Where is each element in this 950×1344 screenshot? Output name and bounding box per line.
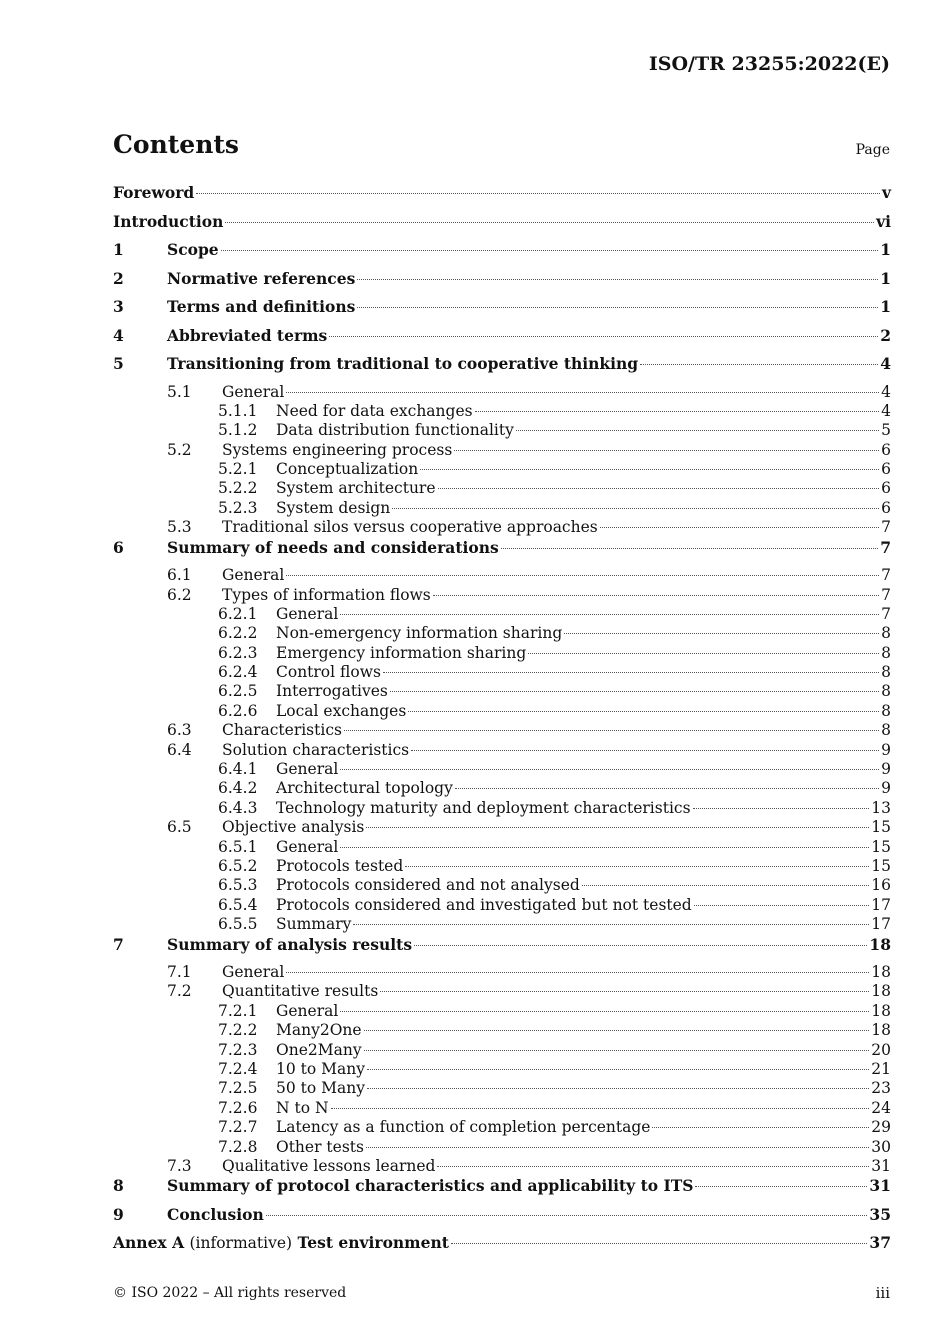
- toc-entry-title: Conceptualization: [276, 460, 419, 479]
- toc-entry-page: 6: [881, 479, 891, 498]
- toc-entry-number: 7.2.2: [218, 1021, 258, 1040]
- dot-leader: [693, 808, 870, 809]
- toc-entry-number: 7.2.4: [218, 1060, 258, 1078]
- toc-entry-title: Data distribution functionality: [276, 421, 514, 440]
- annex-heading: [113, 1233, 449, 1252]
- toc-entry-title: Summary of needs and considerations: [167, 537, 499, 557]
- toc-entry-title: General: [276, 760, 339, 779]
- toc-entry[interactable]: [113, 240, 891, 269]
- toc-entry-title: Traditional silos versus cooperative approaches: [222, 518, 598, 537]
- toc-entry-number: 5.2.2: [218, 479, 258, 498]
- dot-leader: [340, 847, 869, 848]
- dot-leader: [528, 653, 879, 654]
- toc-entry-number: 7.2.8: [218, 1137, 258, 1156]
- toc-entry[interactable]: [113, 1002, 891, 1021]
- toc-entry[interactable]: [113, 915, 891, 934]
- toc-entry-number: 5.2.1: [218, 460, 258, 479]
- toc-entry-page: 8: [881, 682, 891, 701]
- toc-entry-page: 35: [869, 1204, 891, 1224]
- toc-entry-page: 17: [871, 915, 891, 934]
- dot-leader: [221, 250, 879, 251]
- dot-leader: [420, 469, 879, 470]
- toc-entry-number: 6.2.2: [218, 624, 258, 643]
- toc-entry-title: Systems engineering process: [222, 440, 453, 459]
- toc-entry[interactable]: [113, 183, 891, 212]
- toc-entry-annex[interactable]: [113, 1233, 891, 1262]
- toc-entry[interactable]: [113, 1060, 891, 1079]
- toc-entry-title: Transitioning from traditional to cooperative thinking: [167, 354, 639, 373]
- toc-entry-page: 31: [869, 1176, 891, 1196]
- toc-entry[interactable]: [113, 1079, 891, 1098]
- toc-entry-number: 6.2.1: [218, 604, 258, 623]
- toc-entry-page: 6: [881, 440, 891, 459]
- dot-leader: [364, 1030, 870, 1031]
- toc-entry[interactable]: [113, 682, 891, 701]
- toc-entry[interactable]: [113, 297, 891, 326]
- toc-entry[interactable]: [113, 702, 891, 721]
- toc-entry[interactable]: [113, 460, 891, 479]
- toc-entry-page: 23: [871, 1079, 891, 1098]
- toc-entry[interactable]: [113, 1176, 891, 1205]
- toc-entry-page: 21: [871, 1060, 891, 1078]
- toc-entry-title: Scope: [167, 240, 219, 259]
- toc-entry[interactable]: [113, 663, 891, 682]
- toc-entry-number: 3: [113, 297, 124, 316]
- toc-entry-page: 2: [880, 325, 891, 345]
- dot-leader: [357, 279, 878, 280]
- annex-note: (informative): [189, 1234, 293, 1253]
- dot-leader: [357, 307, 878, 308]
- toc-entry-number: 7.2.5: [218, 1079, 258, 1098]
- toc-entry-title: Architectural topology: [276, 779, 453, 798]
- dot-leader: [451, 1243, 868, 1244]
- toc-entry-title: Other tests: [276, 1137, 364, 1156]
- dot-leader: [405, 866, 869, 867]
- toc-entry[interactable]: [113, 721, 891, 740]
- contents-heading: Contents: [113, 130, 240, 159]
- toc-entry-page: 9: [881, 740, 891, 759]
- toc-entry-number: 5.3: [167, 518, 192, 537]
- toc-entry-title: Summary: [276, 915, 352, 934]
- toc-entry-number: 6.5: [167, 818, 192, 837]
- toc-entry-number: 7.3: [167, 1156, 192, 1175]
- dot-leader: [516, 430, 879, 431]
- toc-entry-title: Quantitative results: [222, 982, 379, 1001]
- toc-entry-page: 29: [871, 1118, 891, 1137]
- toc-entry[interactable]: [113, 383, 891, 402]
- toc-entry-title: N to N: [276, 1098, 329, 1117]
- toc-entry-page: 8: [881, 701, 891, 720]
- toc-entry[interactable]: [113, 1118, 891, 1137]
- toc-entry-page: 31: [871, 1156, 891, 1175]
- dot-leader: [196, 193, 880, 194]
- toc-entry-number: 7.2.1: [218, 1001, 258, 1020]
- annex-title: Test environment: [297, 1233, 449, 1253]
- dot-leader: [501, 548, 878, 549]
- toc-entry-number: 5.2: [167, 440, 192, 459]
- toc-entry-page: 15: [871, 837, 891, 856]
- toc-entry-number: 5.2.3: [218, 498, 258, 517]
- toc-entry-page: 9: [881, 760, 891, 779]
- toc-entry-title: General: [222, 963, 285, 982]
- toc-entry-number: 4: [113, 325, 124, 345]
- toc-entry-page: 4: [881, 401, 891, 420]
- dot-leader: [286, 575, 879, 576]
- toc-entry-number: 6.5.4: [218, 895, 258, 914]
- dot-leader: [411, 750, 879, 751]
- toc-entry[interactable]: [113, 624, 891, 643]
- toc-entry-title: Normative references: [167, 268, 356, 288]
- toc-entry-number: 6.5.3: [218, 876, 258, 895]
- toc-entry-title: Protocols considered and investigated but not tested: [276, 895, 692, 914]
- toc-entry-title: Latency as a function of completion percentage: [276, 1118, 651, 1137]
- toc-entry-title: Qualitative lessons learned: [222, 1156, 436, 1175]
- toc-entry-title: Terms and definitions: [167, 297, 356, 316]
- toc-entry-page: 1: [880, 240, 891, 259]
- toc-entry[interactable]: [113, 857, 891, 876]
- dot-leader: [414, 945, 867, 946]
- toc-entry-page: 13: [871, 798, 891, 817]
- toc-entry-page: 20: [871, 1040, 891, 1059]
- dot-leader: [695, 1186, 867, 1187]
- toc-entry[interactable]: [113, 326, 891, 355]
- toc-entry-number: 9: [113, 1204, 124, 1224]
- toc-entry-title: Objective analysis: [222, 818, 365, 837]
- toc-entry-page: 7: [881, 604, 891, 623]
- toc-entry-number: 5.1.2: [218, 421, 258, 440]
- dot-leader: [367, 1088, 869, 1089]
- dot-leader: [286, 392, 879, 393]
- toc-entry-page: 7: [881, 518, 891, 537]
- dot-leader: [286, 972, 869, 973]
- toc-entry-page: 18: [869, 934, 891, 954]
- toc-entry-page: 17: [871, 895, 891, 914]
- toc-entry-page: 6: [881, 498, 891, 517]
- dot-leader: [225, 222, 874, 223]
- toc-entry-page: 18: [871, 982, 891, 1001]
- dot-leader: [392, 508, 879, 509]
- toc-entry[interactable]: [113, 402, 891, 421]
- toc-entry-number: 6.2.6: [218, 701, 258, 720]
- toc-entry-title: Need for data exchanges: [276, 401, 473, 420]
- toc-entry-page: 4: [881, 382, 891, 401]
- toc-entry[interactable]: [113, 963, 891, 982]
- toc-entry-number: 6.4.1: [218, 760, 258, 779]
- toc-entry[interactable]: [113, 518, 891, 537]
- toc-entry-page: 8: [881, 663, 891, 682]
- annex-label: Annex A: [113, 1233, 185, 1253]
- toc-entry[interactable]: [113, 605, 891, 624]
- toc-entry-number: 6.3: [167, 721, 192, 740]
- toc-entry[interactable]: [113, 421, 891, 440]
- toc-entry-number: 7.2: [167, 982, 192, 1001]
- toc-entry-page: v: [881, 183, 891, 202]
- toc-entry-number: 7.2.7: [218, 1118, 258, 1137]
- dot-leader: [364, 1050, 870, 1051]
- toc-entry-page: 7: [880, 537, 891, 557]
- toc-entry-number: 1: [113, 240, 124, 259]
- toc-entry[interactable]: [113, 441, 891, 460]
- toc-entry-page: 8: [881, 643, 891, 662]
- toc-entry-title: Characteristics: [222, 721, 342, 740]
- toc-entry-page: 15: [871, 818, 891, 837]
- toc-entry[interactable]: [113, 566, 891, 585]
- toc-entry-title: Technology maturity and deployment characteristics: [276, 798, 691, 817]
- toc-entry-page: 8: [881, 721, 891, 740]
- toc-entry-number: 7.2.6: [218, 1098, 258, 1117]
- dot-leader: [380, 991, 869, 992]
- toc-entry-title: Solution characteristics: [222, 740, 410, 759]
- toc-entry-page: 18: [871, 1001, 891, 1020]
- toc-entry-number: 6: [113, 537, 124, 557]
- toc-entry-title: Conclusion: [167, 1204, 264, 1224]
- toc-entry-page: 30: [871, 1137, 891, 1156]
- toc-entry-title: Foreword: [113, 183, 195, 202]
- toc-entry-title: Protocols tested: [276, 856, 404, 875]
- dot-leader: [366, 827, 869, 828]
- toc-entry-title: Protocols considered and not analysed: [276, 876, 580, 895]
- dot-leader: [367, 1069, 869, 1070]
- toc-entry[interactable]: [113, 644, 891, 663]
- toc-entry[interactable]: [113, 538, 891, 567]
- toc-entry[interactable]: [113, 838, 891, 857]
- toc-entry-number: 6.2.3: [218, 643, 258, 662]
- toc-entry[interactable]: [113, 1041, 891, 1060]
- toc-entry-page: 24: [871, 1098, 891, 1117]
- toc-entry-page: 1: [880, 268, 891, 288]
- dot-leader: [353, 924, 869, 925]
- toc-entry[interactable]: [113, 269, 891, 298]
- copyright-notice: © ISO 2022 – All rights reserved: [113, 1285, 347, 1301]
- toc-entry-number: 5: [113, 354, 124, 373]
- toc-entry[interactable]: [113, 354, 891, 383]
- toc-entry-number: 6.4.3: [218, 798, 258, 817]
- toc-entry-page: 18: [871, 1021, 891, 1040]
- document-id: ISO/TR 23255:2022(E): [648, 53, 890, 75]
- toc-entry[interactable]: [113, 1021, 891, 1040]
- toc-entry-page: 37: [869, 1233, 891, 1253]
- dot-leader: [340, 614, 879, 615]
- dot-leader: [694, 905, 870, 906]
- toc-entry-title: Summary of protocol characteristics and applicability to ITS: [167, 1176, 694, 1196]
- toc-entry-page: 7: [881, 585, 891, 604]
- toc-entry[interactable]: [113, 1157, 891, 1176]
- toc-entry-number: 6.4.2: [218, 779, 258, 798]
- toc-entry-number: 7.2.3: [218, 1040, 258, 1059]
- toc-entry-number: 5.1.1: [218, 401, 258, 420]
- dot-leader: [640, 364, 878, 365]
- toc-entry[interactable]: [113, 896, 891, 915]
- toc-entry-number: 6.5.5: [218, 915, 258, 934]
- toc-entry-page: 1: [880, 297, 891, 316]
- toc-entry[interactable]: [113, 818, 891, 837]
- toc-entry-number: 6.2: [167, 585, 192, 604]
- toc-entry-title: Non-emergency information sharing: [276, 624, 563, 643]
- dot-leader: [455, 788, 879, 789]
- dot-leader: [366, 1147, 869, 1148]
- toc-entry-page: 6: [881, 460, 891, 479]
- dot-leader: [564, 633, 879, 634]
- toc-entry-page: 18: [871, 963, 891, 982]
- toc-entry-title: Emergency information sharing: [276, 643, 527, 662]
- dot-leader: [390, 691, 879, 692]
- toc-entry-page: 16: [871, 876, 891, 895]
- toc-entry[interactable]: [113, 982, 891, 1001]
- toc-entry-page: 8: [881, 624, 891, 643]
- toc-entry-title: Summary of analysis results: [167, 934, 413, 954]
- toc-entry[interactable]: [113, 1099, 891, 1118]
- toc-entry-title: System design: [276, 498, 391, 517]
- dot-leader: [582, 885, 869, 886]
- toc-entry-title: System architecture: [276, 479, 436, 498]
- toc-entry-title: General: [276, 837, 339, 856]
- toc-entry-title: 50 to Many: [276, 1079, 365, 1098]
- dot-leader: [437, 1166, 869, 1167]
- toc-entry[interactable]: [113, 799, 891, 818]
- page-number: iii: [875, 1284, 890, 1302]
- toc-entry-title: Local exchanges: [276, 701, 407, 720]
- toc-entry-number: 5.1: [167, 382, 192, 401]
- dot-leader: [331, 1108, 870, 1109]
- toc-entry-page: 5: [881, 421, 891, 440]
- toc-entry[interactable]: [113, 935, 891, 964]
- dot-leader: [408, 711, 879, 712]
- toc-entry-title: General: [276, 604, 339, 623]
- dot-leader: [340, 1011, 869, 1012]
- toc-entry-number: 6.5.2: [218, 856, 258, 875]
- page-column-label: Page: [855, 142, 890, 158]
- dot-leader: [600, 527, 879, 528]
- toc-entry-number: 7.1: [167, 963, 192, 982]
- toc-entry[interactable]: [113, 479, 891, 498]
- toc-entry-title: Interrogatives: [276, 682, 388, 701]
- toc-entry[interactable]: [113, 212, 891, 241]
- toc-entry-page: 9: [881, 779, 891, 798]
- toc-entry-title: Control flows: [276, 663, 381, 682]
- toc-entry-page: 4: [880, 354, 891, 373]
- toc-entry[interactable]: [113, 779, 891, 798]
- toc-entry-title: Introduction: [113, 211, 224, 231]
- dot-leader: [344, 730, 879, 731]
- toc-entry-title: Abbreviated terms: [167, 325, 328, 345]
- dot-leader: [340, 769, 879, 770]
- dot-leader: [475, 411, 880, 412]
- dot-leader: [383, 672, 879, 673]
- toc-entry-number: 6.2.5: [218, 682, 258, 701]
- toc-entry[interactable]: [113, 876, 891, 895]
- toc-entry-title: General: [222, 566, 285, 585]
- toc-entry-number: 6.5.1: [218, 837, 258, 856]
- toc-entry-title: 10 to Many: [276, 1060, 365, 1078]
- toc-entry-title: One2Many: [276, 1040, 362, 1059]
- toc-entry[interactable]: [113, 586, 891, 605]
- toc-entry-number: 7: [113, 934, 124, 954]
- toc-entry-number: 6.4: [167, 740, 192, 759]
- toc-entry-title: General: [222, 382, 285, 401]
- toc-entry-number: 6.2.4: [218, 663, 258, 682]
- toc-entry-page: vi: [876, 211, 891, 231]
- toc-entry-number: 6.1: [167, 566, 192, 585]
- dot-leader: [454, 450, 879, 451]
- dot-leader: [438, 488, 880, 489]
- toc-entry-page: 15: [871, 856, 891, 875]
- toc-entry[interactable]: [113, 760, 891, 779]
- toc-entry[interactable]: [113, 1138, 891, 1157]
- toc-entry-number: 2: [113, 268, 124, 288]
- toc-entry-title: General: [276, 1001, 339, 1020]
- dot-leader: [329, 336, 878, 337]
- toc-entry-number: 8: [113, 1176, 124, 1196]
- toc-entry[interactable]: [113, 1205, 891, 1234]
- toc-entry[interactable]: [113, 741, 891, 760]
- toc-entry-title: Many2One: [276, 1021, 362, 1040]
- toc-entry[interactable]: [113, 499, 891, 518]
- dot-leader: [266, 1215, 868, 1216]
- toc-entry-title: Types of information flows: [222, 585, 431, 604]
- dot-leader: [433, 595, 879, 596]
- dot-leader: [652, 1127, 869, 1128]
- table-of-contents: [113, 183, 891, 1262]
- toc-entry-page: 7: [881, 566, 891, 585]
